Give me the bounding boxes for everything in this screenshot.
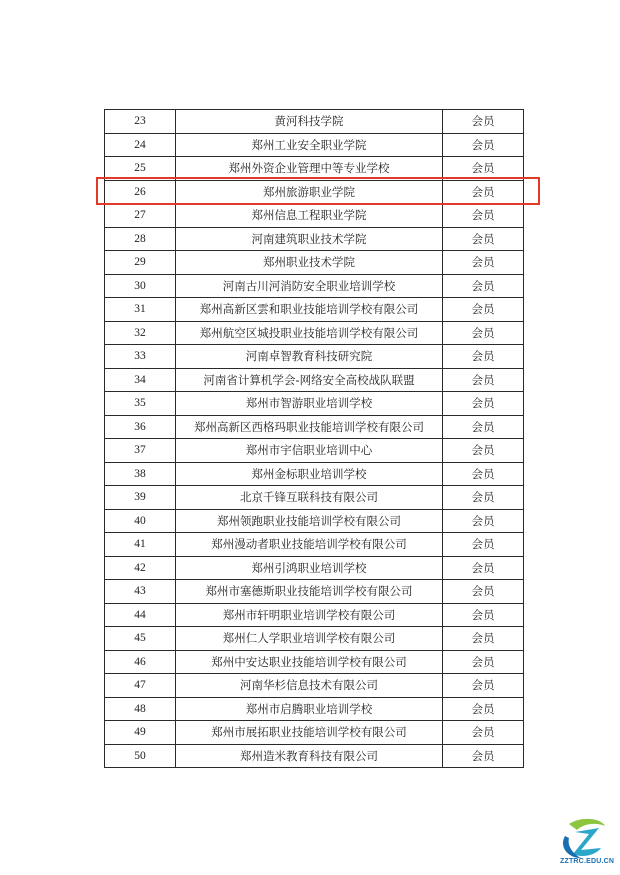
institution-name-cell: 郑州仁人学职业培训学校有限公司 xyxy=(176,627,443,651)
table-row xyxy=(105,439,524,463)
membership-type-cell: 会员 xyxy=(443,321,524,345)
membership-type-cell: 会员 xyxy=(443,180,524,204)
institution-name-cell: 郑州高新区西格玛职业技能培训学校有限公司 xyxy=(176,415,443,439)
institution-name-cell: 河南省计算机学会-网络安全高校战队联盟 xyxy=(176,368,443,392)
table-row xyxy=(105,580,524,604)
row-number-cell: 36 xyxy=(105,415,176,439)
table-row xyxy=(105,674,524,698)
row-number-cell: 27 xyxy=(105,204,176,228)
row-number-cell: 30 xyxy=(105,274,176,298)
membership-type-cell: 会员 xyxy=(443,533,524,557)
table-row xyxy=(105,110,524,134)
logo-swoosh-green xyxy=(569,819,605,830)
table-row xyxy=(105,180,524,204)
institution-name-cell: 郑州市轩明职业培训学校有限公司 xyxy=(176,603,443,627)
membership-type-cell: 会员 xyxy=(443,298,524,322)
institution-name-cell: 郑州外资企业管理中等专业学校 xyxy=(176,157,443,181)
row-number-cell: 24 xyxy=(105,133,176,157)
membership-type-cell: 会员 xyxy=(443,462,524,486)
table-row xyxy=(105,486,524,510)
institution-name-cell: 郑州引鸿职业培训学校 xyxy=(176,556,443,580)
membership-type-cell: 会员 xyxy=(443,580,524,604)
institution-name-cell: 郑州旅游职业学院 xyxy=(176,180,443,204)
institution-name-cell: 北京千锋互联科技有限公司 xyxy=(176,486,443,510)
table-row xyxy=(105,697,524,721)
row-number-cell: 46 xyxy=(105,650,176,674)
membership-type-cell: 会员 xyxy=(443,251,524,275)
membership-type-cell: 会员 xyxy=(443,345,524,369)
table-row xyxy=(105,462,524,486)
row-number-cell: 45 xyxy=(105,627,176,651)
row-number-cell: 31 xyxy=(105,298,176,322)
membership-type-cell: 会员 xyxy=(443,415,524,439)
membership-type-cell: 会员 xyxy=(443,556,524,580)
institution-name-cell: 黄河科技学院 xyxy=(176,110,443,134)
row-number-cell: 41 xyxy=(105,533,176,557)
member-table xyxy=(104,109,524,768)
institution-name-cell: 郑州市启腾职业培训学校 xyxy=(176,697,443,721)
row-number-cell: 48 xyxy=(105,697,176,721)
table-row xyxy=(105,133,524,157)
table-row xyxy=(105,721,524,745)
institution-name-cell: 郑州职业技术学院 xyxy=(176,251,443,275)
institution-name-cell: 郑州造米教育科技有限公司 xyxy=(176,744,443,768)
institution-name-cell: 河南华杉信息技术有限公司 xyxy=(176,674,443,698)
institution-name-cell: 郑州市宇信职业培训中心 xyxy=(176,439,443,463)
membership-type-cell: 会员 xyxy=(443,697,524,721)
table-row xyxy=(105,650,524,674)
table-row xyxy=(105,227,524,251)
membership-type-cell: 会员 xyxy=(443,721,524,745)
row-number-cell: 26 xyxy=(105,180,176,204)
table-row xyxy=(105,298,524,322)
table-row xyxy=(105,603,524,627)
membership-type-cell: 会员 xyxy=(443,486,524,510)
table-row xyxy=(105,368,524,392)
row-number-cell: 43 xyxy=(105,580,176,604)
membership-type-cell: 会员 xyxy=(443,133,524,157)
table-row xyxy=(105,533,524,557)
membership-type-cell: 会员 xyxy=(443,368,524,392)
member-table-body xyxy=(105,110,524,768)
table-row xyxy=(105,321,524,345)
table-row xyxy=(105,744,524,768)
table-row xyxy=(105,274,524,298)
table-row xyxy=(105,157,524,181)
institution-name-cell: 郑州漫动者职业技能培训学校有限公司 xyxy=(176,533,443,557)
row-number-cell: 25 xyxy=(105,157,176,181)
institution-name-cell: 河南古川河消防安全职业培训学校 xyxy=(176,274,443,298)
row-number-cell: 35 xyxy=(105,392,176,416)
table-row xyxy=(105,204,524,228)
row-number-cell: 44 xyxy=(105,603,176,627)
membership-type-cell: 会员 xyxy=(443,627,524,651)
table-row xyxy=(105,627,524,651)
membership-type-cell: 会员 xyxy=(443,227,524,251)
membership-type-cell: 会员 xyxy=(443,744,524,768)
row-number-cell: 50 xyxy=(105,744,176,768)
row-number-cell: 49 xyxy=(105,721,176,745)
table-row xyxy=(105,345,524,369)
table-row xyxy=(105,509,524,533)
row-number-cell: 38 xyxy=(105,462,176,486)
row-number-cell: 33 xyxy=(105,345,176,369)
watermark-text: ZZTRC.EDU.CN xyxy=(560,858,615,865)
institution-name-cell: 郑州中安达职业技能培训学校有限公司 xyxy=(176,650,443,674)
membership-type-cell: 会员 xyxy=(443,392,524,416)
institution-name-cell: 郑州金标职业培训学校 xyxy=(176,462,443,486)
institution-name-cell: 郑州航空区城投职业技能培训学校有限公司 xyxy=(176,321,443,345)
institution-name-cell: 郑州市展拓职业技能培训学校有限公司 xyxy=(176,721,443,745)
membership-type-cell: 会员 xyxy=(443,439,524,463)
institution-name-cell: 郑州市塞德斯职业技能培训学校有限公司 xyxy=(176,580,443,604)
row-number-cell: 42 xyxy=(105,556,176,580)
membership-type-cell: 会员 xyxy=(443,509,524,533)
membership-type-cell: 会员 xyxy=(443,157,524,181)
institution-name-cell: 郑州高新区雲和职业技能培训学校有限公司 xyxy=(176,298,443,322)
institution-name-cell: 郑州工业安全职业学院 xyxy=(176,133,443,157)
row-number-cell: 34 xyxy=(105,368,176,392)
row-number-cell: 39 xyxy=(105,486,176,510)
row-number-cell: 23 xyxy=(105,110,176,134)
row-number-cell: 40 xyxy=(105,509,176,533)
row-number-cell: 28 xyxy=(105,227,176,251)
table-row xyxy=(105,415,524,439)
logo-swoosh-teal xyxy=(573,828,601,856)
row-number-cell: 29 xyxy=(105,251,176,275)
institution-name-cell: 河南建筑职业技术学院 xyxy=(176,227,443,251)
row-number-cell: 37 xyxy=(105,439,176,463)
membership-type-cell: 会员 xyxy=(443,204,524,228)
row-number-cell: 47 xyxy=(105,674,176,698)
membership-type-cell: 会员 xyxy=(443,674,524,698)
table-row xyxy=(105,251,524,275)
table-row xyxy=(105,556,524,580)
institution-name-cell: 郑州市智游职业培训学校 xyxy=(176,392,443,416)
membership-type-cell: 会员 xyxy=(443,274,524,298)
institution-name-cell: 郑州领跑职业技能培训学校有限公司 xyxy=(176,509,443,533)
table-row xyxy=(105,392,524,416)
institution-name-cell: 河南卓智教育科技研究院 xyxy=(176,345,443,369)
row-number-cell: 32 xyxy=(105,321,176,345)
institution-name-cell: 郑州信息工程职业学院 xyxy=(176,204,443,228)
membership-type-cell: 会员 xyxy=(443,603,524,627)
membership-type-cell: 会员 xyxy=(443,110,524,134)
membership-type-cell: 会员 xyxy=(443,650,524,674)
